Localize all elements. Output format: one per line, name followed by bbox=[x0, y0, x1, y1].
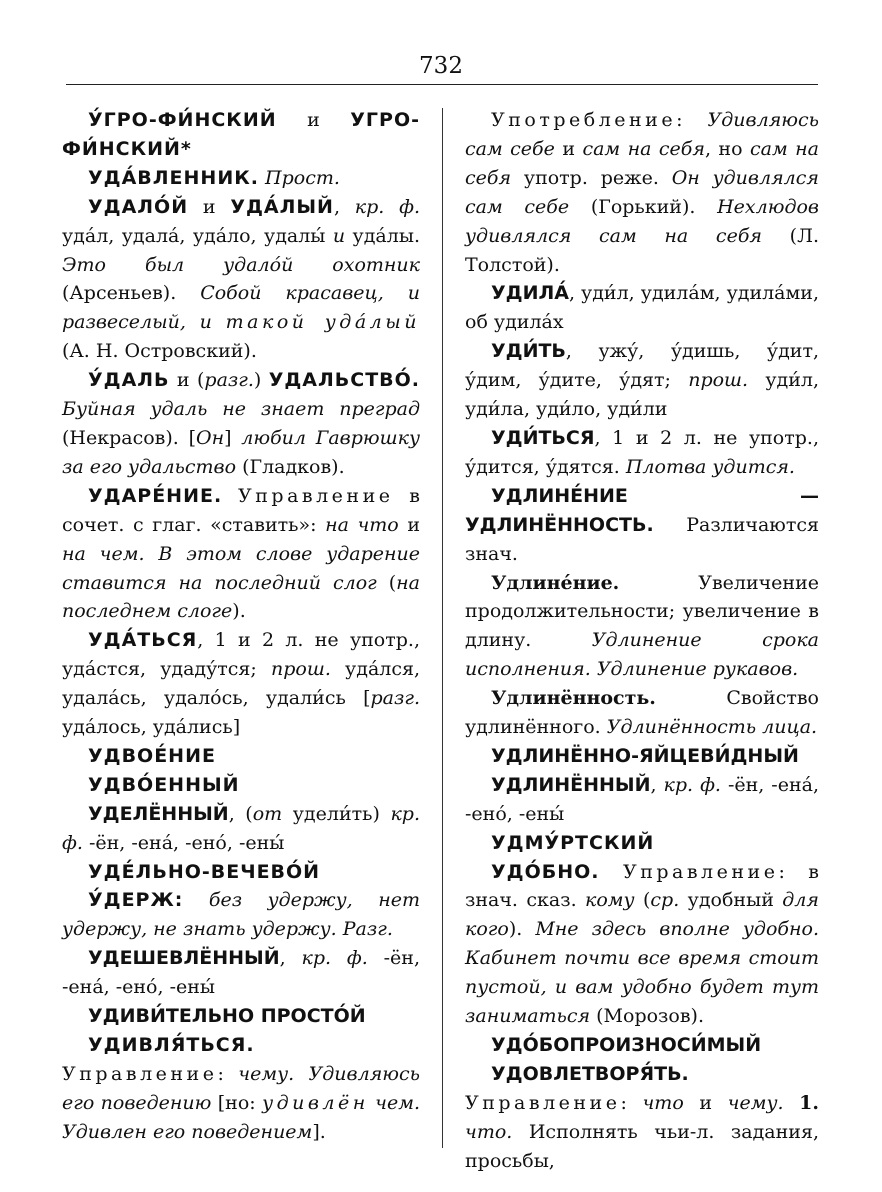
entry-text: (Гладков). bbox=[236, 455, 345, 478]
entry-text: ( bbox=[376, 571, 397, 594]
headword: У́ДАЛЬ bbox=[88, 369, 170, 392]
entry-text: уда́лся, удала́сь, удало́сь, удали́сь [ bbox=[62, 658, 421, 710]
headword: УДЛИНЕ́НИЕ — УДЛИНЁННОСТЬ. bbox=[465, 484, 819, 536]
entry-text: , 1 и 2 л. не употр., у́дится, у́дятся. bbox=[465, 426, 819, 478]
entry-text: Управление bbox=[238, 484, 394, 507]
entry-text: Управление bbox=[622, 860, 779, 883]
entry-text: : bbox=[676, 109, 708, 131]
entry-text: Удивляюсь сам себе bbox=[465, 109, 819, 160]
entry-text: : в знач. сказ. bbox=[465, 860, 820, 912]
entry-text: уди́л, уди́ла, уди́ло, уди́ли bbox=[465, 369, 819, 421]
headword: УДЕ́ЛЬНО-ВЕЧЕВО́Й bbox=[88, 860, 321, 883]
entry-text: ср. bbox=[650, 889, 680, 912]
headword: УДЕШЕВЛЁННЫЙ bbox=[88, 947, 280, 970]
entry-text: Прост. bbox=[265, 166, 340, 189]
entry-text: Собой красавец, и развеселый, и bbox=[62, 282, 420, 334]
entry-text: ) bbox=[253, 369, 269, 392]
dictionary-entry bbox=[465, 771, 819, 829]
entry-text: любил Гаврюшку за его удальство bbox=[62, 426, 420, 478]
entry-text: кр. ф. bbox=[301, 947, 368, 970]
entry-text: , 1 и 2 л. не употр., уда́стся, удаду́тся; bbox=[62, 629, 420, 681]
dictionary-entry bbox=[62, 800, 420, 858]
column-divider bbox=[442, 108, 443, 1148]
entry-text: Буйная удаль не знает преград bbox=[62, 398, 420, 421]
headword: УДЛИНЁННЫЙ bbox=[491, 773, 651, 796]
headword: УГРО-ФИ́НСКИЙ* bbox=[62, 109, 420, 160]
headword: УДВО́ЕННЫЙ bbox=[88, 773, 240, 796]
headword: УДА́ЛЫЙ bbox=[230, 195, 334, 218]
entry-text: Удлине́ние. bbox=[491, 571, 620, 594]
dictionary-entry bbox=[62, 106, 420, 164]
entry-text: на чем. В этом слове ударение ставится на последний слог bbox=[62, 542, 420, 594]
entry-text: кр. ф. bbox=[663, 773, 721, 796]
entry-text: без удержу, нет удержу, не знать удержу. Разг. bbox=[62, 889, 420, 941]
headword: УДЛИНЁННО-ЯЙЦЕВИ́ДНЫЙ bbox=[491, 744, 799, 767]
entry-text: чему. Удивляюсь его поведению bbox=[62, 1062, 420, 1114]
dictionary-entry bbox=[62, 944, 420, 1002]
dictionary-entry bbox=[465, 569, 819, 685]
header-rule bbox=[66, 84, 818, 85]
entry-text: (Горький). bbox=[569, 195, 718, 218]
entry-text: 1. bbox=[799, 1091, 819, 1114]
entry-text: и bbox=[683, 1091, 728, 1114]
entry-text: Свойство удлинённого. bbox=[465, 687, 819, 739]
entry-text: (А. Н. Островский). bbox=[62, 340, 257, 363]
entry-text: Плотва удится. bbox=[625, 455, 795, 478]
dictionary-entry bbox=[62, 858, 420, 887]
entry-text: Удлинение срока исполнения. Удлинение рукавов. bbox=[465, 629, 819, 681]
headword: УДАЛЬСТВО́. bbox=[268, 369, 421, 392]
dictionary-entry bbox=[62, 626, 420, 742]
entry-text: ). bbox=[508, 918, 536, 941]
headword: УДМУ́РТСКИЙ bbox=[491, 831, 655, 854]
entry-text: такой уда́лый bbox=[225, 311, 420, 334]
entry-text: : bbox=[620, 1091, 643, 1114]
entry-text: сам на себя bbox=[465, 137, 819, 189]
dictionary-entry bbox=[465, 424, 819, 482]
dictionary-entry bbox=[465, 337, 819, 424]
entry-text: , bbox=[279, 947, 302, 970]
entry-text: , но bbox=[704, 137, 750, 160]
entry-text: [но: bbox=[211, 1091, 263, 1114]
page-number: 732 bbox=[419, 53, 463, 79]
dictionary-entry bbox=[465, 482, 819, 569]
entry-text: -ён, -ена́, -ено́, -ены́ bbox=[62, 947, 420, 999]
dictionary-entry bbox=[62, 1002, 420, 1031]
dictionary-entry bbox=[62, 164, 420, 193]
entry-text: удели́ть) bbox=[282, 802, 391, 825]
entry-text: удивлён bbox=[262, 1091, 369, 1114]
dictionary-entry bbox=[465, 279, 819, 337]
entry-text bbox=[222, 485, 238, 507]
entry-text: Он bbox=[196, 426, 225, 449]
entry-text bbox=[599, 861, 622, 883]
entry-text: Это был удало́й охотник bbox=[62, 253, 420, 276]
entry-text: и bbox=[276, 109, 351, 131]
entry-text: , bbox=[650, 773, 664, 796]
entry-text: и bbox=[554, 137, 583, 160]
entry-text bbox=[784, 1092, 800, 1114]
dictionary-entry bbox=[62, 193, 420, 366]
headword: УДА́ТЬСЯ bbox=[88, 629, 198, 652]
dictionary-entry bbox=[62, 771, 420, 800]
entry-text: на что bbox=[325, 513, 399, 536]
dictionary-entry bbox=[62, 742, 420, 771]
entry-text: и bbox=[188, 195, 231, 218]
entry-text: кр. ф. bbox=[62, 802, 420, 854]
entry-text: и ( bbox=[169, 369, 205, 392]
headword: УДИ́ТЬСЯ bbox=[491, 426, 595, 449]
entry-text: (Л. Толстой). bbox=[465, 224, 819, 276]
entry-text: Удлинённость лица. bbox=[606, 716, 818, 739]
entry-text: (Арсеньев). bbox=[62, 282, 201, 305]
entry-text: -ён, -ена́, -ено́, -ены́ bbox=[465, 773, 819, 825]
right-column bbox=[465, 106, 819, 1176]
headword: УДИВЛЯ́ТЬСЯ. bbox=[88, 1034, 255, 1056]
headword: У́ДЕРЖ: bbox=[88, 889, 184, 912]
entry-text: Увеличение продолжительности; увеличение в длину. bbox=[465, 571, 819, 652]
entry-text: , ( bbox=[228, 802, 253, 825]
dictionary-entry bbox=[465, 684, 819, 742]
entry-text: чему. bbox=[727, 1091, 784, 1114]
dictionary-entry bbox=[62, 482, 420, 627]
entry-text: -ён, -ена́, -ено́, -ены́ bbox=[82, 831, 285, 854]
entry-text: ( bbox=[634, 889, 651, 912]
headword: УДАЛО́Й bbox=[88, 195, 189, 218]
entry-text: удобный bbox=[679, 889, 783, 912]
entry-text: чем. Удивлен его поведением bbox=[62, 1091, 421, 1143]
entry-text: уда́л, удала́, уда́ло, удалы́ bbox=[62, 224, 333, 247]
headword: УДИЛА́ bbox=[491, 282, 569, 305]
entry-text: и bbox=[398, 513, 420, 536]
dictionary-entry bbox=[62, 886, 420, 944]
entry-text: Управление bbox=[465, 1091, 621, 1114]
entry-text: на последнем слоге bbox=[62, 571, 420, 623]
dictionary-entry bbox=[62, 366, 420, 482]
entry-text: Нехлюдов удивлялся сам на себя bbox=[465, 195, 819, 247]
headword: УДА́ВЛЕННИК. bbox=[88, 166, 259, 189]
entry-text: от bbox=[252, 802, 283, 825]
entry-text: уда́лы. bbox=[345, 224, 420, 247]
entry-text: (Некрасов). [ bbox=[62, 426, 196, 449]
headword: У́ГРО-ФИ́НСКИЙ bbox=[88, 109, 277, 131]
entry-text: разг. bbox=[370, 687, 420, 710]
entry-text: ]. bbox=[312, 1120, 326, 1143]
left-column bbox=[62, 106, 420, 1147]
entry-text: ). bbox=[232, 600, 246, 623]
entry-text: , уди́л, удила́м, удила́ми, об удила́х bbox=[465, 282, 819, 334]
dictionary-entry bbox=[465, 829, 819, 858]
entry-text: ] bbox=[224, 426, 242, 449]
entry-text: в сочет. с глаг. «ставить»: bbox=[62, 484, 420, 536]
dictionary-entry bbox=[465, 106, 819, 279]
entry-text: прош. bbox=[688, 369, 749, 392]
entry-text: , ужу́, у́дишь, у́дит, у́дим, у́дите, у́дят; bbox=[465, 340, 819, 392]
entry-text: что. bbox=[465, 1120, 513, 1143]
entry-text: : bbox=[217, 1062, 239, 1085]
dictionary-entry bbox=[465, 1031, 819, 1060]
dictionary-entry bbox=[465, 858, 819, 1031]
entry-text: разг. bbox=[204, 369, 254, 392]
entry-text: Исполнять чьи-л. задания, просьбы, bbox=[465, 1120, 819, 1172]
headword: УДИВИ́ТЕЛЬНО ПРОСТО́Й bbox=[88, 1005, 366, 1028]
dictionary-entry bbox=[62, 1031, 420, 1147]
entry-text: Удлинённость. bbox=[491, 687, 656, 710]
entry-text: Различаются знач. bbox=[465, 513, 819, 565]
entry-text: (Морозов). bbox=[590, 1005, 705, 1028]
headword: УДЕЛЁННЫЙ bbox=[88, 802, 229, 825]
entry-text: , bbox=[333, 195, 355, 218]
entry-text: Управление bbox=[62, 1062, 218, 1085]
entry-text: Употребление bbox=[491, 109, 677, 131]
entry-text: и bbox=[332, 224, 346, 247]
entry-text: Мне здесь вполне удобно. Кабинет почти все время стоит пустой, и вам удобно будет тут заниматься bbox=[465, 918, 819, 1028]
dictionary-entry bbox=[465, 1060, 819, 1176]
entry-text: уда́лось, уда́лись] bbox=[62, 716, 241, 739]
entry-text: кому bbox=[585, 889, 635, 912]
headword: УДАРЕ́НИЕ. bbox=[88, 484, 223, 507]
entry-text: употр. реже. bbox=[511, 166, 672, 189]
headword: УДОВЛЕТВОРЯ́ТЬ. bbox=[491, 1062, 689, 1085]
entry-text: кр. ф. bbox=[354, 195, 421, 218]
headword: УДО́БОПРОИЗНОСИ́МЫЙ bbox=[491, 1034, 762, 1056]
headword: УДВОЕ́НИЕ bbox=[88, 744, 216, 767]
entry-text: для кого bbox=[465, 889, 819, 941]
dictionary-entry bbox=[465, 742, 819, 771]
entry-text: сам на себя bbox=[582, 137, 705, 160]
entry-text: прош. bbox=[271, 658, 331, 681]
entry-text bbox=[183, 889, 209, 911]
entry-text: Он удивлялся сам себе bbox=[465, 166, 819, 218]
entry-text: что bbox=[642, 1091, 684, 1114]
headword: УДО́БНО. bbox=[491, 860, 600, 883]
headword: УДИ́ТЬ bbox=[491, 340, 566, 363]
